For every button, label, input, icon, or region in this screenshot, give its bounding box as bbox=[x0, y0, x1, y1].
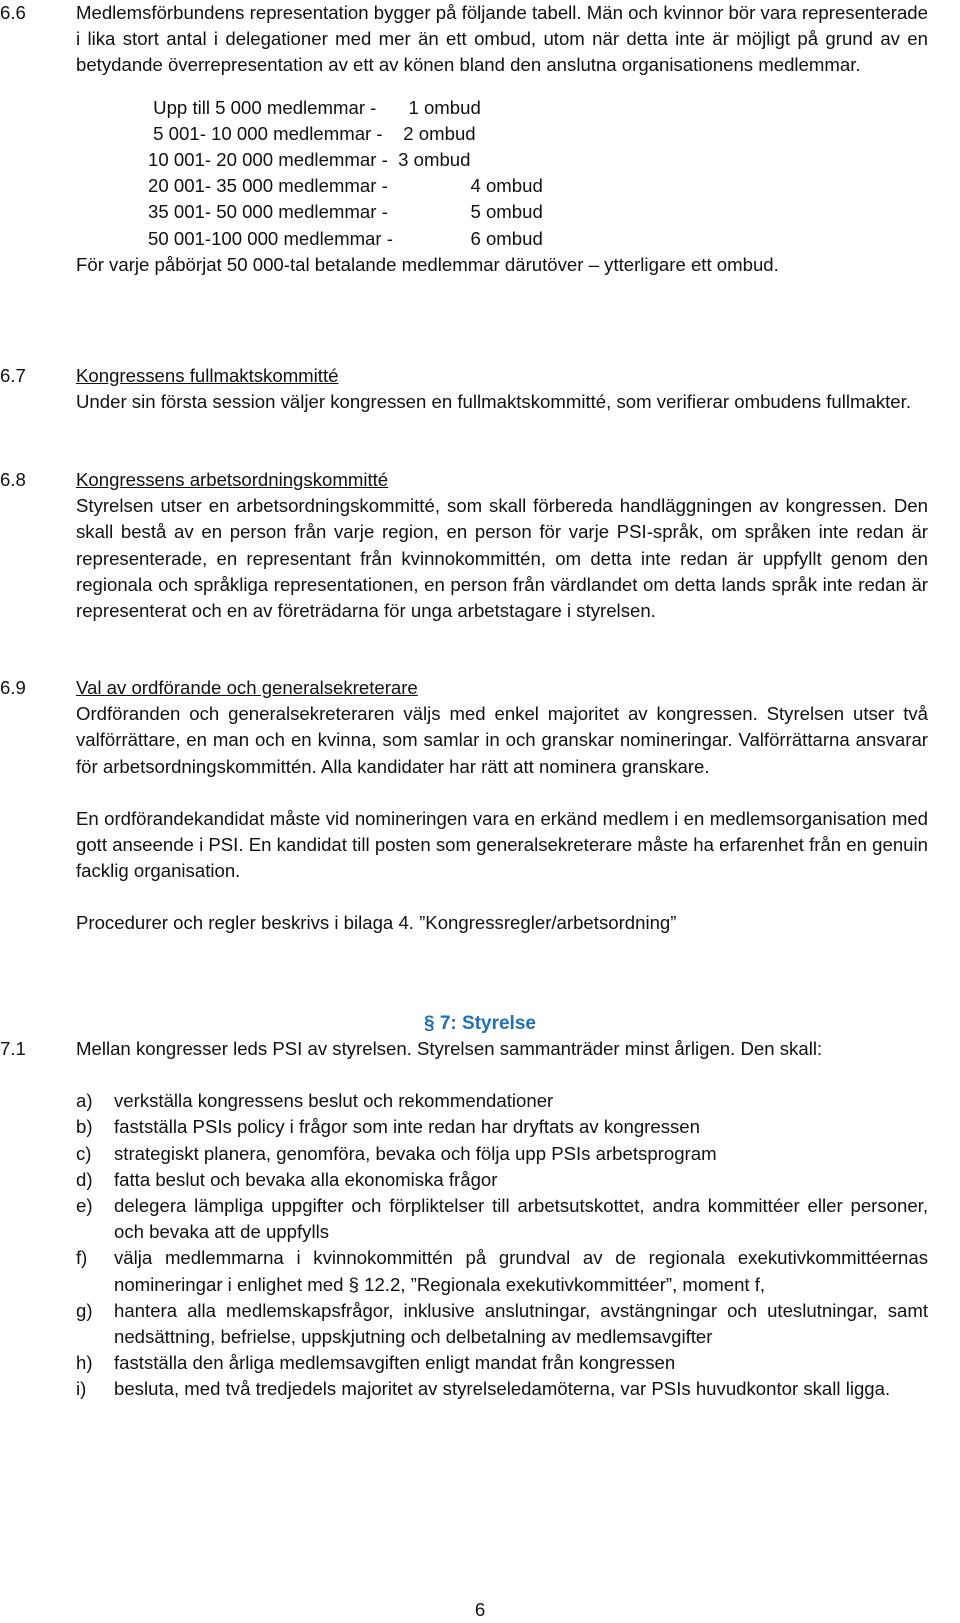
paragraph: Styrelsen utser en arbetsordningskommitté, som skall förbereda handläggningen av kongressen. Den skall bestå av en person från varje region, en person för varje PSI-språk, om språken inte redan är representerade, en representant från kvinnokommittén, om detta inte redan är uppfyllt genom den regionala och språkliga representationen, en person från värdlandet om detta lands språk inte redan är representerat och en av företrädarna för unga arbetstagare i styrelsen. bbox=[76, 495, 928, 622]
list-item-label: a) bbox=[76, 1090, 93, 1112]
list-item bbox=[76, 1167, 928, 1193]
list-item-label: g) bbox=[76, 1299, 93, 1321]
list-item-text: delegera lämpliga uppgifter och förpliktelser till arbetsutskottet, andra kommittéer eller personer, och bevaka att de uppfylls bbox=[114, 1195, 928, 1243]
chapter-heading: § 7: Styrelse bbox=[424, 1013, 536, 1034]
section-title: Kongressens arbetsordningskommitté bbox=[76, 469, 389, 490]
list-item-label: b) bbox=[76, 1116, 93, 1138]
section-title: Val av ordförande och generalsekreterare bbox=[76, 677, 418, 698]
section-number: 7.1 bbox=[0, 1038, 26, 1059]
member-range: 20 001- 35 000 medlemmar - bbox=[148, 175, 393, 197]
member-range: Upp till 5 000 medlemmar - bbox=[148, 96, 382, 118]
paragraph: Ordföranden och generalsekreteraren väljs med enkel majoritet av kongressen. Styrelsen utser två valförrättare, en man och en kvinna, som samlar in och granskar nomineringar. Valförrättarna ansvarar för arbetsordningskommittén. Alla kandidater har rätt att nominera granskare. bbox=[76, 703, 928, 777]
list-item-text: hantera alla medlemskapsfrågor, inklusive anslutningar, avstängningar och uteslutningar, samt nedsättning, befrielse, uppskjutning och delbetalning av medlemsavgifter bbox=[114, 1299, 928, 1348]
page-number: 6 bbox=[474, 1599, 486, 1620]
list-item-label: f) bbox=[76, 1247, 88, 1269]
list-item bbox=[76, 1088, 928, 1114]
table-row bbox=[148, 121, 543, 147]
section-body bbox=[76, 1036, 928, 1403]
paragraph: Procedurer och regler beskrivs i bilaga 4. ”Kongressregler/arbetsordning” bbox=[76, 912, 677, 934]
section-number: 6.9 bbox=[0, 677, 26, 698]
list-item-text: verkställa kongressens beslut och rekommendationer bbox=[114, 1090, 554, 1112]
list-item-text: fatta beslut och bevaka alla ekonomiska frågor bbox=[114, 1168, 498, 1190]
section-number: 6.8 bbox=[0, 469, 26, 490]
table-row bbox=[148, 173, 543, 199]
paragraph: Mellan kongresser leds PSI av styrelsen. Styrelsen sammanträder minst årligen. Den skall: bbox=[76, 1038, 823, 1059]
section-body bbox=[76, 675, 928, 937]
delegate-count: 6 ombud bbox=[398, 227, 543, 249]
list-item bbox=[76, 1298, 928, 1350]
table-row bbox=[148, 147, 543, 173]
list-item bbox=[76, 1114, 928, 1140]
list-item-label: d) bbox=[76, 1168, 93, 1190]
list-item-text: besluta, med två tredjedels majoritet av styrelseledamöterna, var PSIs huvudkontor skall ligga. bbox=[114, 1378, 891, 1400]
list-item bbox=[76, 1141, 928, 1167]
table-row bbox=[148, 199, 543, 225]
paragraph: För varje påbörjat 50 000-tal betalande medlemmar därutöver – ytterligare ett ombud. bbox=[76, 253, 779, 275]
list-item bbox=[76, 1245, 928, 1297]
list-item-label: c) bbox=[76, 1142, 92, 1164]
section-number: 6.7 bbox=[0, 365, 26, 386]
delegate-count: 1 ombud bbox=[398, 96, 481, 118]
member-range: 50 001-100 000 medlemmar - bbox=[148, 227, 399, 249]
delegate-count: 2 ombud bbox=[398, 122, 476, 144]
list-item bbox=[76, 1350, 928, 1376]
list-item-label: i) bbox=[76, 1378, 87, 1400]
representation-table bbox=[148, 95, 543, 252]
paragraph: Under sin första session väljer kongressen en fullmaktskommitté, som verifierar ombudens fullmakter. bbox=[76, 391, 911, 413]
section-body bbox=[76, 0, 928, 278]
paragraph: Medlemsförbundens representation bygger på följande tabell. Män och kvinnor bör vara representerade i lika stort antal i delegationer med mer än ett ombud, utom när detta inte är möjligt på grund av en betydande överrepresentation av ett av könen bland den anslutna organisationens medlemmar. bbox=[76, 2, 928, 76]
delegate-count: 3 ombud bbox=[398, 149, 471, 171]
list-item bbox=[76, 1376, 928, 1402]
list-item-text: fastställa PSIs policy i frågor som inte redan har dryftats av kongressen bbox=[114, 1116, 700, 1138]
list-item-text: välja medlemmarna i kvinnokommittén på grundval av de regionala exekutivkommittéernas nomineringar i enlighet med § 12.2, ”Regionala exekutivkommittéer”, moment f, bbox=[114, 1247, 928, 1295]
member-range: 5 001- 10 000 medlemmar - bbox=[148, 122, 388, 144]
table-row bbox=[148, 226, 543, 252]
delegate-count: 4 ombud bbox=[398, 175, 543, 197]
section-title: Kongressens fullmaktskommitté bbox=[76, 365, 339, 386]
paragraph: En ordförandekandidat måste vid nomineringen vara en erkänd medlem i en medlemsorganisation med gott anseende i PSI. En kandidat till posten som generalsekreterare måste ha erfarenhet från en genuin facklig organisation. bbox=[76, 807, 928, 882]
section-body bbox=[76, 363, 928, 415]
list-item-text: fastställa den årliga medlemsavgiften enligt mandat från kongressen bbox=[114, 1352, 676, 1374]
duty-list bbox=[76, 1088, 928, 1402]
table-row bbox=[148, 95, 543, 121]
list-item bbox=[76, 1193, 928, 1245]
section-body bbox=[76, 467, 928, 624]
list-item-text: strategiskt planera, genomföra, bevaka och följa upp PSIs arbetsprogram bbox=[114, 1142, 717, 1164]
member-range: 10 001- 20 000 medlemmar - bbox=[148, 149, 393, 171]
list-item-label: h) bbox=[76, 1352, 93, 1374]
section-number: 6.6 bbox=[0, 2, 26, 23]
list-item-label: e) bbox=[76, 1195, 93, 1217]
member-range: 35 001- 50 000 medlemmar - bbox=[148, 201, 393, 223]
delegate-count: 5 ombud bbox=[398, 201, 543, 223]
